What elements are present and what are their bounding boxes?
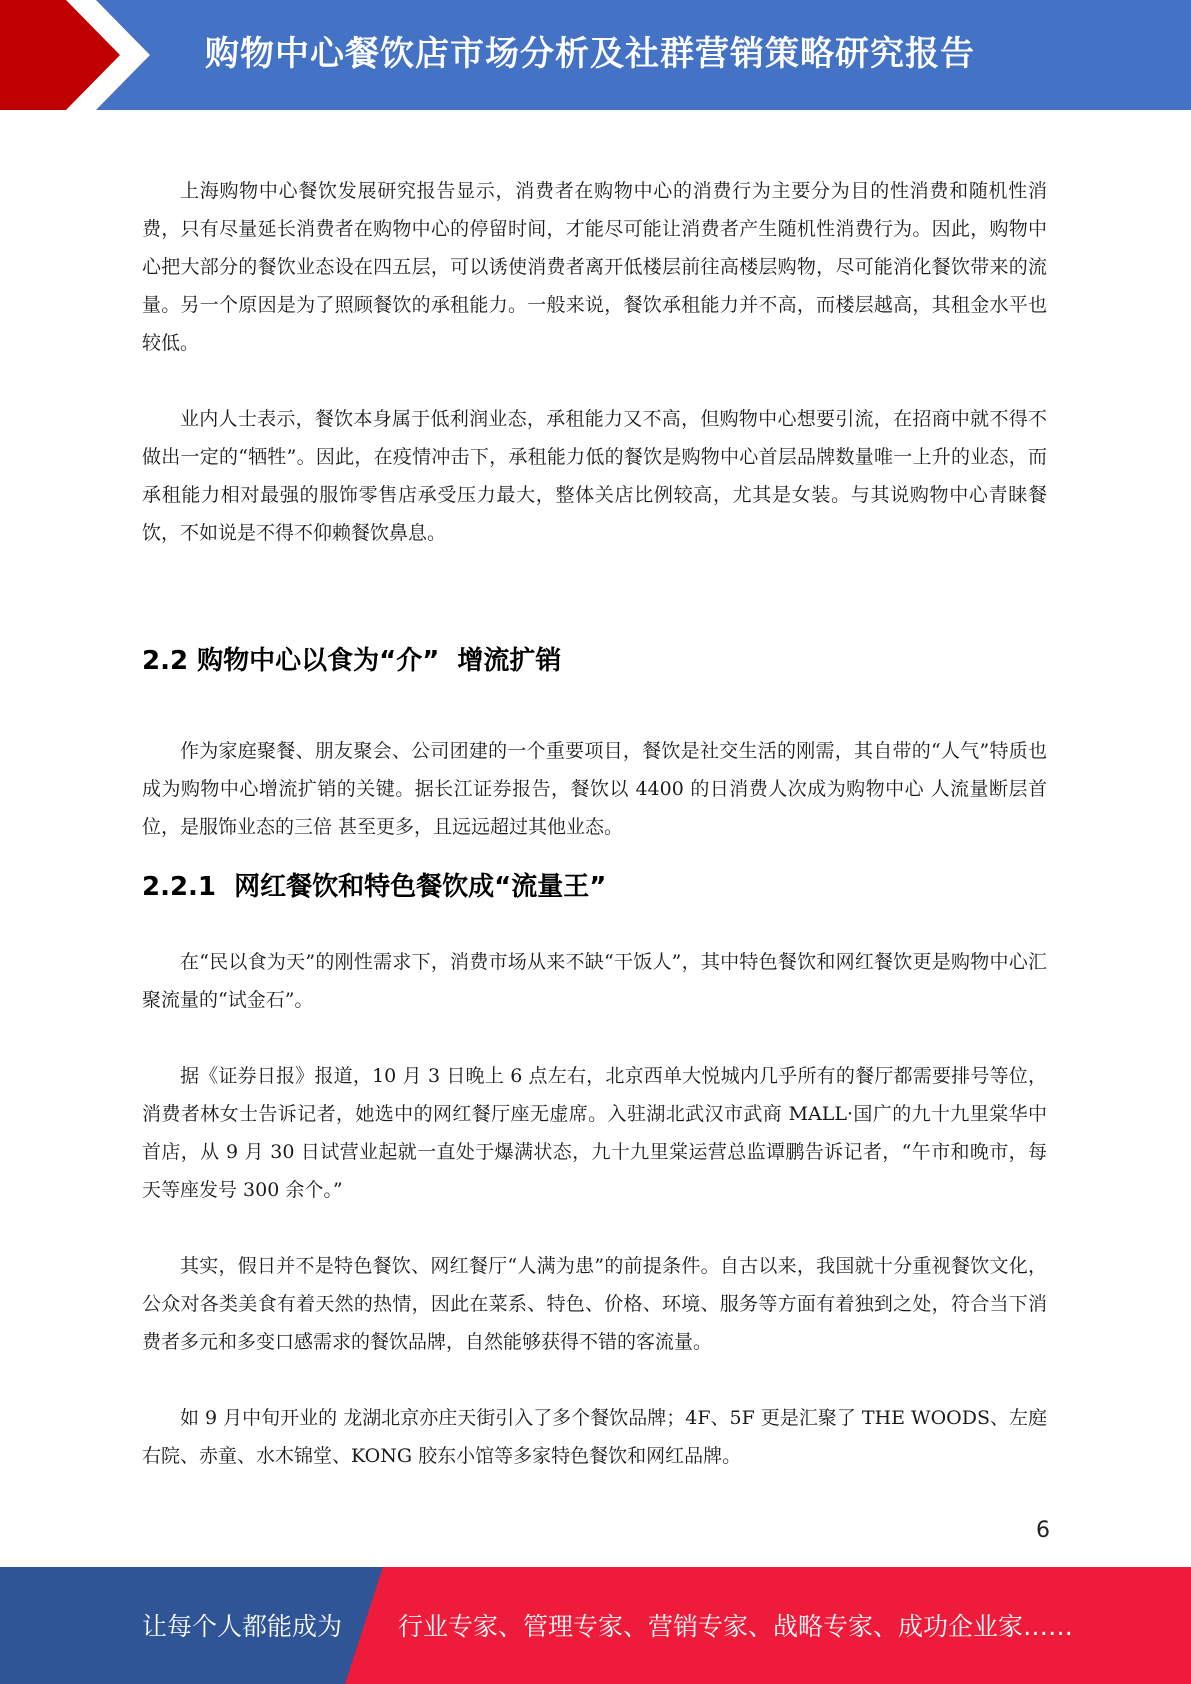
footer-slogan-left: 让每个人都能成为 [142, 1612, 343, 1641]
section-heading-2-2-1: 2.2.1 网红餐饮和特色餐饮成“流量王” [142, 872, 607, 902]
paragraph-2: 业内人士表示，餐饮本身属于低利润业态，承租能力又不高，但购物中心想要引流，在招商中就不得不做出一定的“牺牲”。因此，在疫情冲击下，承租能力低的餐饮是购物中心首层品牌数量唯一上升的业态，而承租能力相对最强的服饰零售店承受压力最大，整体关店比例较高，尤其是女装。与其说购物中心青睐餐饮，不如说是不得不仰赖餐饮鼻息。 [142, 408, 1047, 544]
paragraph-3: 作为家庭聚餐、朋友聚会、公司团建的一个重要项目，餐饮是社交生活的刚需，其自带的“人气”特质也成为购物中心增流扩销的关键。据长江证券报告，餐饮以 4400 的日消费人次成为购物中心 人流量断层首位，是服饰业态的三倍 甚至更多，且远远超过其他业态。 [142, 740, 1047, 838]
page-header [0, 0, 1191, 110]
section-heading-2-2: 2.2 购物中心以食为“介” 增流扩销 [142, 646, 562, 676]
page-footer [0, 1567, 1191, 1684]
footer-slogan-right: 行业专家、管理专家、营销专家、战略专家、成功企业家…… [398, 1612, 1074, 1641]
paragraph-4: 在“民以食为天”的刚性需求下，消费市场从来不缺“干饭人”，其中特色餐饮和网红餐饮更是购物中心汇聚流量的“试金石”。 [142, 951, 1047, 1011]
page-content [142, 172, 1047, 1475]
paragraph-7: 如 9 月中旬开业的 龙湖北京亦庄天街引入了多个餐饮品牌；4F、5F 更是汇聚了 THE WOODS、左庭右院、赤童、水木锦堂、KONG 胶东小馆等多家特色餐饮和网红品牌。 [142, 1407, 1047, 1467]
paragraph-6: 其实，假日并不是特色餐饮、网红餐厅“人满为患”的前提条件。自古以来，我国就十分重视餐饮文化，公众对各类美食有着天然的热情，因此在菜系、特色、价格、环境、服务等方面有着独到之处，符合当下消费者多元和多变口感需求的餐饮品牌，自然能够获得不错的客流量。 [142, 1255, 1047, 1353]
paragraph-1: 上海购物中心餐饮发展研究报告显示，消费者在购物中心的消费行为主要分为目的性消费和随机性消费，只有尽量延长消费者在购物中心的停留时间，才能尽可能让消费者产生随机性消费行为。因此，购物中心把大部分的餐饮业态设在四五层，可以诱使消费者离开低楼层前往高楼层购物，尽可能消化餐饮带来的流量。另一个原因是为了照顾餐饮的承租能力。一般来说，餐饮承租能力并不高，而楼层越高，其租金水平也较低。 [142, 180, 1047, 354]
header-title: 购物中心餐饮店市场分析及社群营销策略研究报告 [205, 34, 975, 74]
paragraph-5: 据《证券日报》报道，10 月 3 日晚上 6 点左右，北京西单大悦城内几乎所有的餐厅都需要排号等位，消费者林女士告诉记者，她选中的网红餐厅座无虚席。入驻湖北武汉市武商 MALL·国广的九十九里棠华中首店，从 9 月 30 日试营业起就一直处于爆满状态，九十九里棠运营总监谭鹏告诉记者，“午市和晚市，每天等座发号 300 余个。” [142, 1065, 1047, 1201]
page-number: 6 [1036, 1518, 1050, 1543]
